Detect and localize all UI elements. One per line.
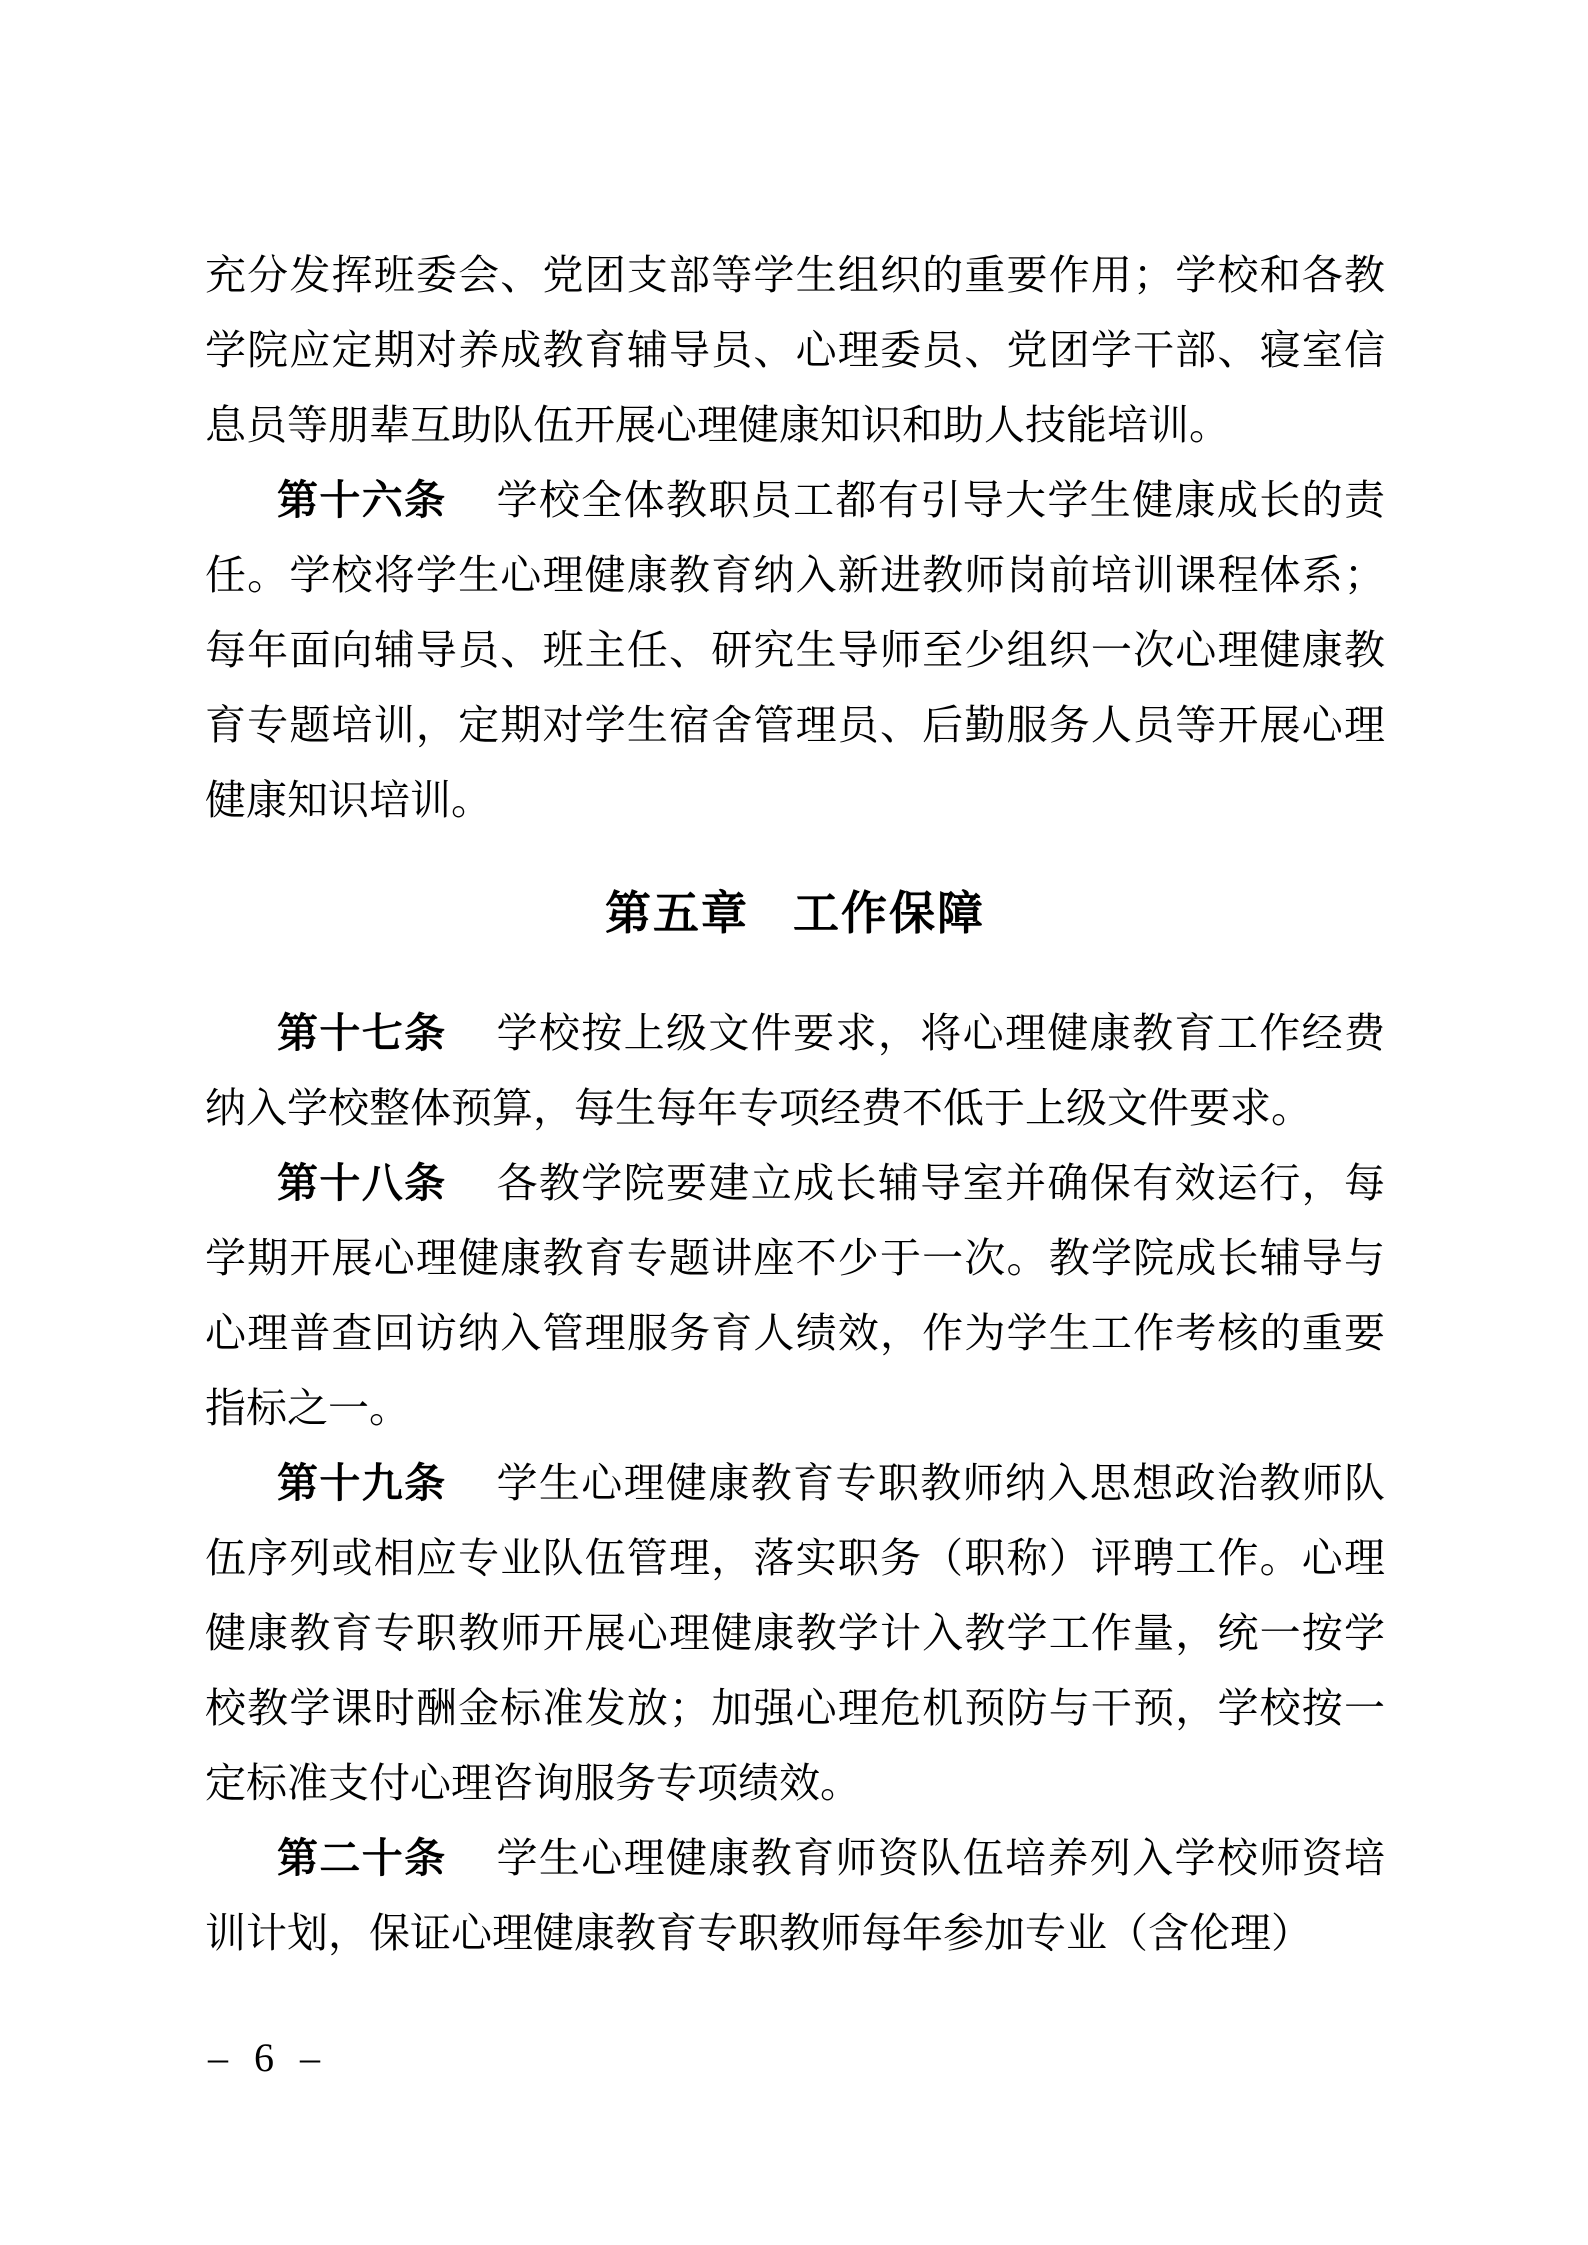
article-16-paragraph — [205, 463, 1385, 838]
article-17-text: 学校按上级文件要求，将心理健康教育工作经费纳入学校整体预算，每生每年专项经费不低于上级文件要求。 — [205, 1010, 1385, 1131]
chapter-title: 工作保障 — [793, 887, 985, 939]
article-18-text: 各教学院要建立成长辅导室并确保有效运行，每学期开展心理健康教育专题讲座不少于一次。教学院成长辅导与心理普查回访纳入管理服务育人绩效，作为学生工作考核的重要指标之一。 — [205, 1160, 1385, 1431]
page-number-footer: – 6 – — [208, 2035, 328, 2080]
article-20-text: 学生心理健康教育师资队伍培养列入学校师资培训计划，保证心理健康教育专职教师每年参加专业（含伦理） — [205, 1835, 1385, 1956]
article-19-paragraph — [205, 1446, 1385, 1821]
article-17-number: 第十七条 — [277, 1010, 447, 1056]
article-18-paragraph — [205, 1146, 1385, 1446]
article-19-text: 学生心理健康教育专职教师纳入思想政治教师队伍序列或相应专业队伍管理，落实职务（职称）评聘工作。心理健康教育专职教师开展心理健康教学计入教学工作量，统一按学校教学课时酬金标准发放；加强心理危机预防与干预，学校按一定标准支付心理咨询服务专项绩效。 — [205, 1460, 1385, 1806]
article-16-text: 学校全体教职员工都有引导大学生健康成长的责任。学校将学生心理健康教育纳入新进教师岗前培训课程体系；每年面向辅导员、班主任、研究生导师至少组织一次心理健康教育专题培训，定期对学生宿舍管理员、后勤服务人员等开展心理健康知识培训。 — [205, 477, 1385, 823]
article-20-number: 第二十条 — [277, 1835, 447, 1881]
continuation-paragraph — [205, 238, 1385, 463]
chapter-heading — [205, 876, 1385, 951]
article-17-paragraph — [205, 996, 1385, 1146]
chapter-number: 第五章 — [605, 887, 749, 939]
article-20-paragraph — [205, 1821, 1385, 1971]
article-18-number: 第十八条 — [277, 1160, 447, 1206]
page-content — [205, 238, 1385, 1971]
article-16-number: 第十六条 — [277, 477, 447, 523]
article-19-number: 第十九条 — [277, 1460, 447, 1506]
paragraph-text: 充分发挥班委会、党团支部等学生组织的重要作用；学校和各教学院应定期对养成教育辅导员、心理委员、党团学干部、寝室信息员等朋辈互助队伍开展心理健康知识和助人技能培训。 — [205, 252, 1385, 448]
